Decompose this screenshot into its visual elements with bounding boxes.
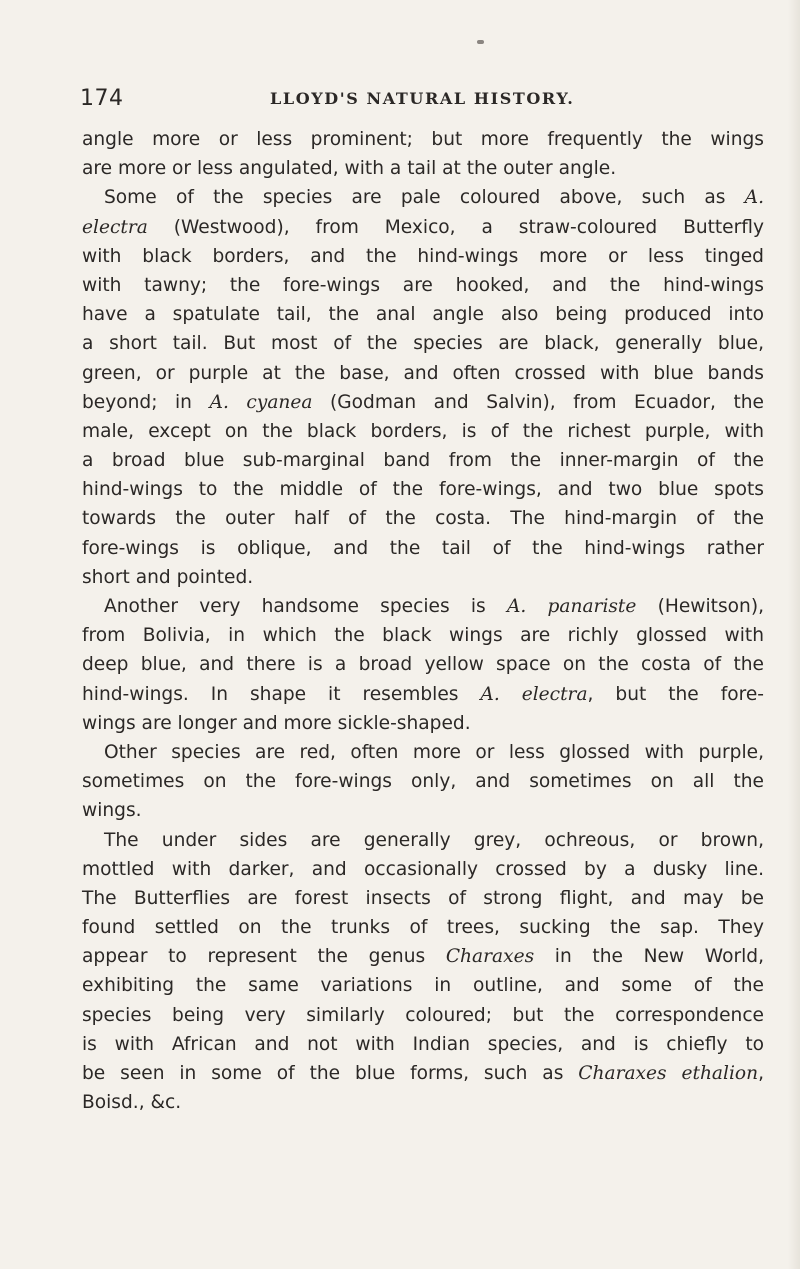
- text-line: [82, 213, 764, 242]
- text-line: [82, 446, 764, 475]
- text-line: [82, 738, 764, 767]
- text-line: [82, 417, 764, 446]
- italic-taxon-text: electra: [82, 216, 148, 238]
- text-segment: , but the fore-: [587, 683, 765, 705]
- text-segment: The Butterflies are forest insects of strong flight, and may be: [82, 887, 764, 909]
- text-line: [82, 388, 764, 417]
- text-line: [82, 1030, 764, 1059]
- text-segment: found settled on the trunks of trees, sucking the sap. They: [82, 917, 764, 939]
- text-segment: is with African and not with Indian species, and is chiefly to: [82, 1033, 764, 1055]
- text-line: [82, 913, 764, 942]
- text-line: [82, 125, 764, 154]
- text-line: [82, 154, 764, 183]
- text-segment: towards the outer half of the costa. The hind-margin of the: [82, 508, 764, 530]
- text-line: [82, 563, 764, 592]
- italic-taxon-text: A. electra: [480, 683, 588, 705]
- text-segment: a short tail. But most of the species are black, generally blue,: [82, 333, 764, 355]
- text-line: [82, 475, 764, 504]
- text-segment: ,: [758, 1063, 764, 1084]
- text-segment: from Bolivia, in which the black wings are richly glossed with: [82, 625, 764, 647]
- print-speck: [477, 40, 484, 44]
- page-edge-shadow: [788, 0, 800, 1269]
- text-line: [82, 1001, 764, 1030]
- text-segment: a broad blue sub-marginal band from the inner-margin of the: [82, 450, 764, 472]
- text-segment: mottled with darker, and occasionally crossed by a dusky line.: [82, 858, 764, 880]
- text-segment: with tawny; the fore-wings are hooked, and the hind-wings: [82, 274, 764, 296]
- text-line: [82, 504, 764, 533]
- text-segment: have a spatulate tail, the anal angle also being produced into: [82, 304, 764, 326]
- text-segment: (Westwood), from Mexico, a straw-coloured Butterfly: [147, 216, 764, 238]
- text-segment: Other species are red, often more or less glossed with purple,: [104, 741, 764, 763]
- text-segment: exhibiting the same variations in outline, and some of the: [82, 975, 764, 997]
- text-segment: hind-wings. In shape it resembles: [82, 683, 481, 705]
- text-segment: (Godman and Salvin), from Ecuador, the: [312, 391, 764, 413]
- text-line: [82, 242, 764, 271]
- italic-taxon-text: Charaxes: [445, 946, 535, 968]
- text-segment: wings.: [82, 800, 142, 822]
- text-line: [82, 709, 764, 738]
- text-segment: Boisd., &c.: [82, 1092, 182, 1114]
- text-segment: Another very handsome species is: [104, 596, 507, 617]
- text-segment: fore-wings is oblique, and the tail of the hind-wings rather: [82, 537, 764, 559]
- text-line: [82, 884, 764, 913]
- text-line: [82, 826, 764, 855]
- text-segment: short and pointed.: [82, 566, 254, 588]
- page-header: [80, 86, 770, 118]
- text-segment: wings are longer and more sickle-shaped.: [82, 712, 471, 734]
- text-segment: be seen in some of the blue forms, such as: [82, 1063, 579, 1084]
- text-segment: appear to represent the genus: [82, 946, 446, 968]
- text-segment: hind-wings to the middle of the fore-wings, and two blue spots: [82, 479, 764, 501]
- italic-taxon-text: A. cyanea: [209, 391, 313, 413]
- text-line: [82, 650, 764, 679]
- italic-taxon-text: A. panariste: [506, 596, 637, 617]
- text-line: [82, 183, 764, 212]
- text-segment: Some of the species are pale coloured above, such as: [104, 187, 745, 209]
- body-text: [82, 125, 764, 1117]
- text-line: [82, 534, 764, 563]
- italic-taxon-text: Charaxes ethalion: [578, 1063, 759, 1084]
- text-line: [82, 796, 764, 825]
- text-line: [82, 971, 764, 1000]
- text-line: [82, 942, 764, 971]
- running-title: LLOYD'S NATURAL HISTORY.: [270, 89, 575, 108]
- text-segment: in the New World,: [534, 946, 764, 968]
- text-segment: green, or purple at the base, and often crossed with blue bands: [82, 362, 764, 384]
- text-segment: (Hewitson),: [636, 596, 764, 617]
- text-segment: species being very similarly coloured; but the correspondence: [82, 1004, 764, 1026]
- text-line: [82, 1059, 764, 1088]
- text-line: [82, 359, 764, 388]
- text-segment: deep blue, and there is a broad yellow space on the costa of the: [82, 654, 764, 676]
- text-line: [82, 592, 764, 621]
- text-line: [82, 855, 764, 884]
- text-line: [82, 300, 764, 329]
- text-segment: with black borders, and the hind-wings more or less tinged: [82, 245, 764, 267]
- text-segment: male, except on the black borders, is of the richest purple, with: [82, 420, 764, 442]
- text-line: [82, 329, 764, 358]
- text-line: [82, 621, 764, 650]
- text-line: [82, 1088, 764, 1117]
- italic-taxon-text: A.: [744, 187, 764, 209]
- page-number: 174: [80, 86, 124, 111]
- text-segment: are more or less angulated, with a tail at the outer angle.: [82, 158, 617, 180]
- text-segment: sometimes on the fore-wings only, and sometimes on all the: [82, 771, 764, 793]
- text-line: [82, 680, 764, 709]
- text-segment: angle more or less prominent; but more frequently the wings: [82, 129, 764, 150]
- text-line: [82, 767, 764, 796]
- text-line: [82, 271, 764, 300]
- text-segment: beyond; in: [82, 391, 210, 413]
- text-segment: The under sides are generally grey, ochreous, or brown,: [104, 829, 764, 851]
